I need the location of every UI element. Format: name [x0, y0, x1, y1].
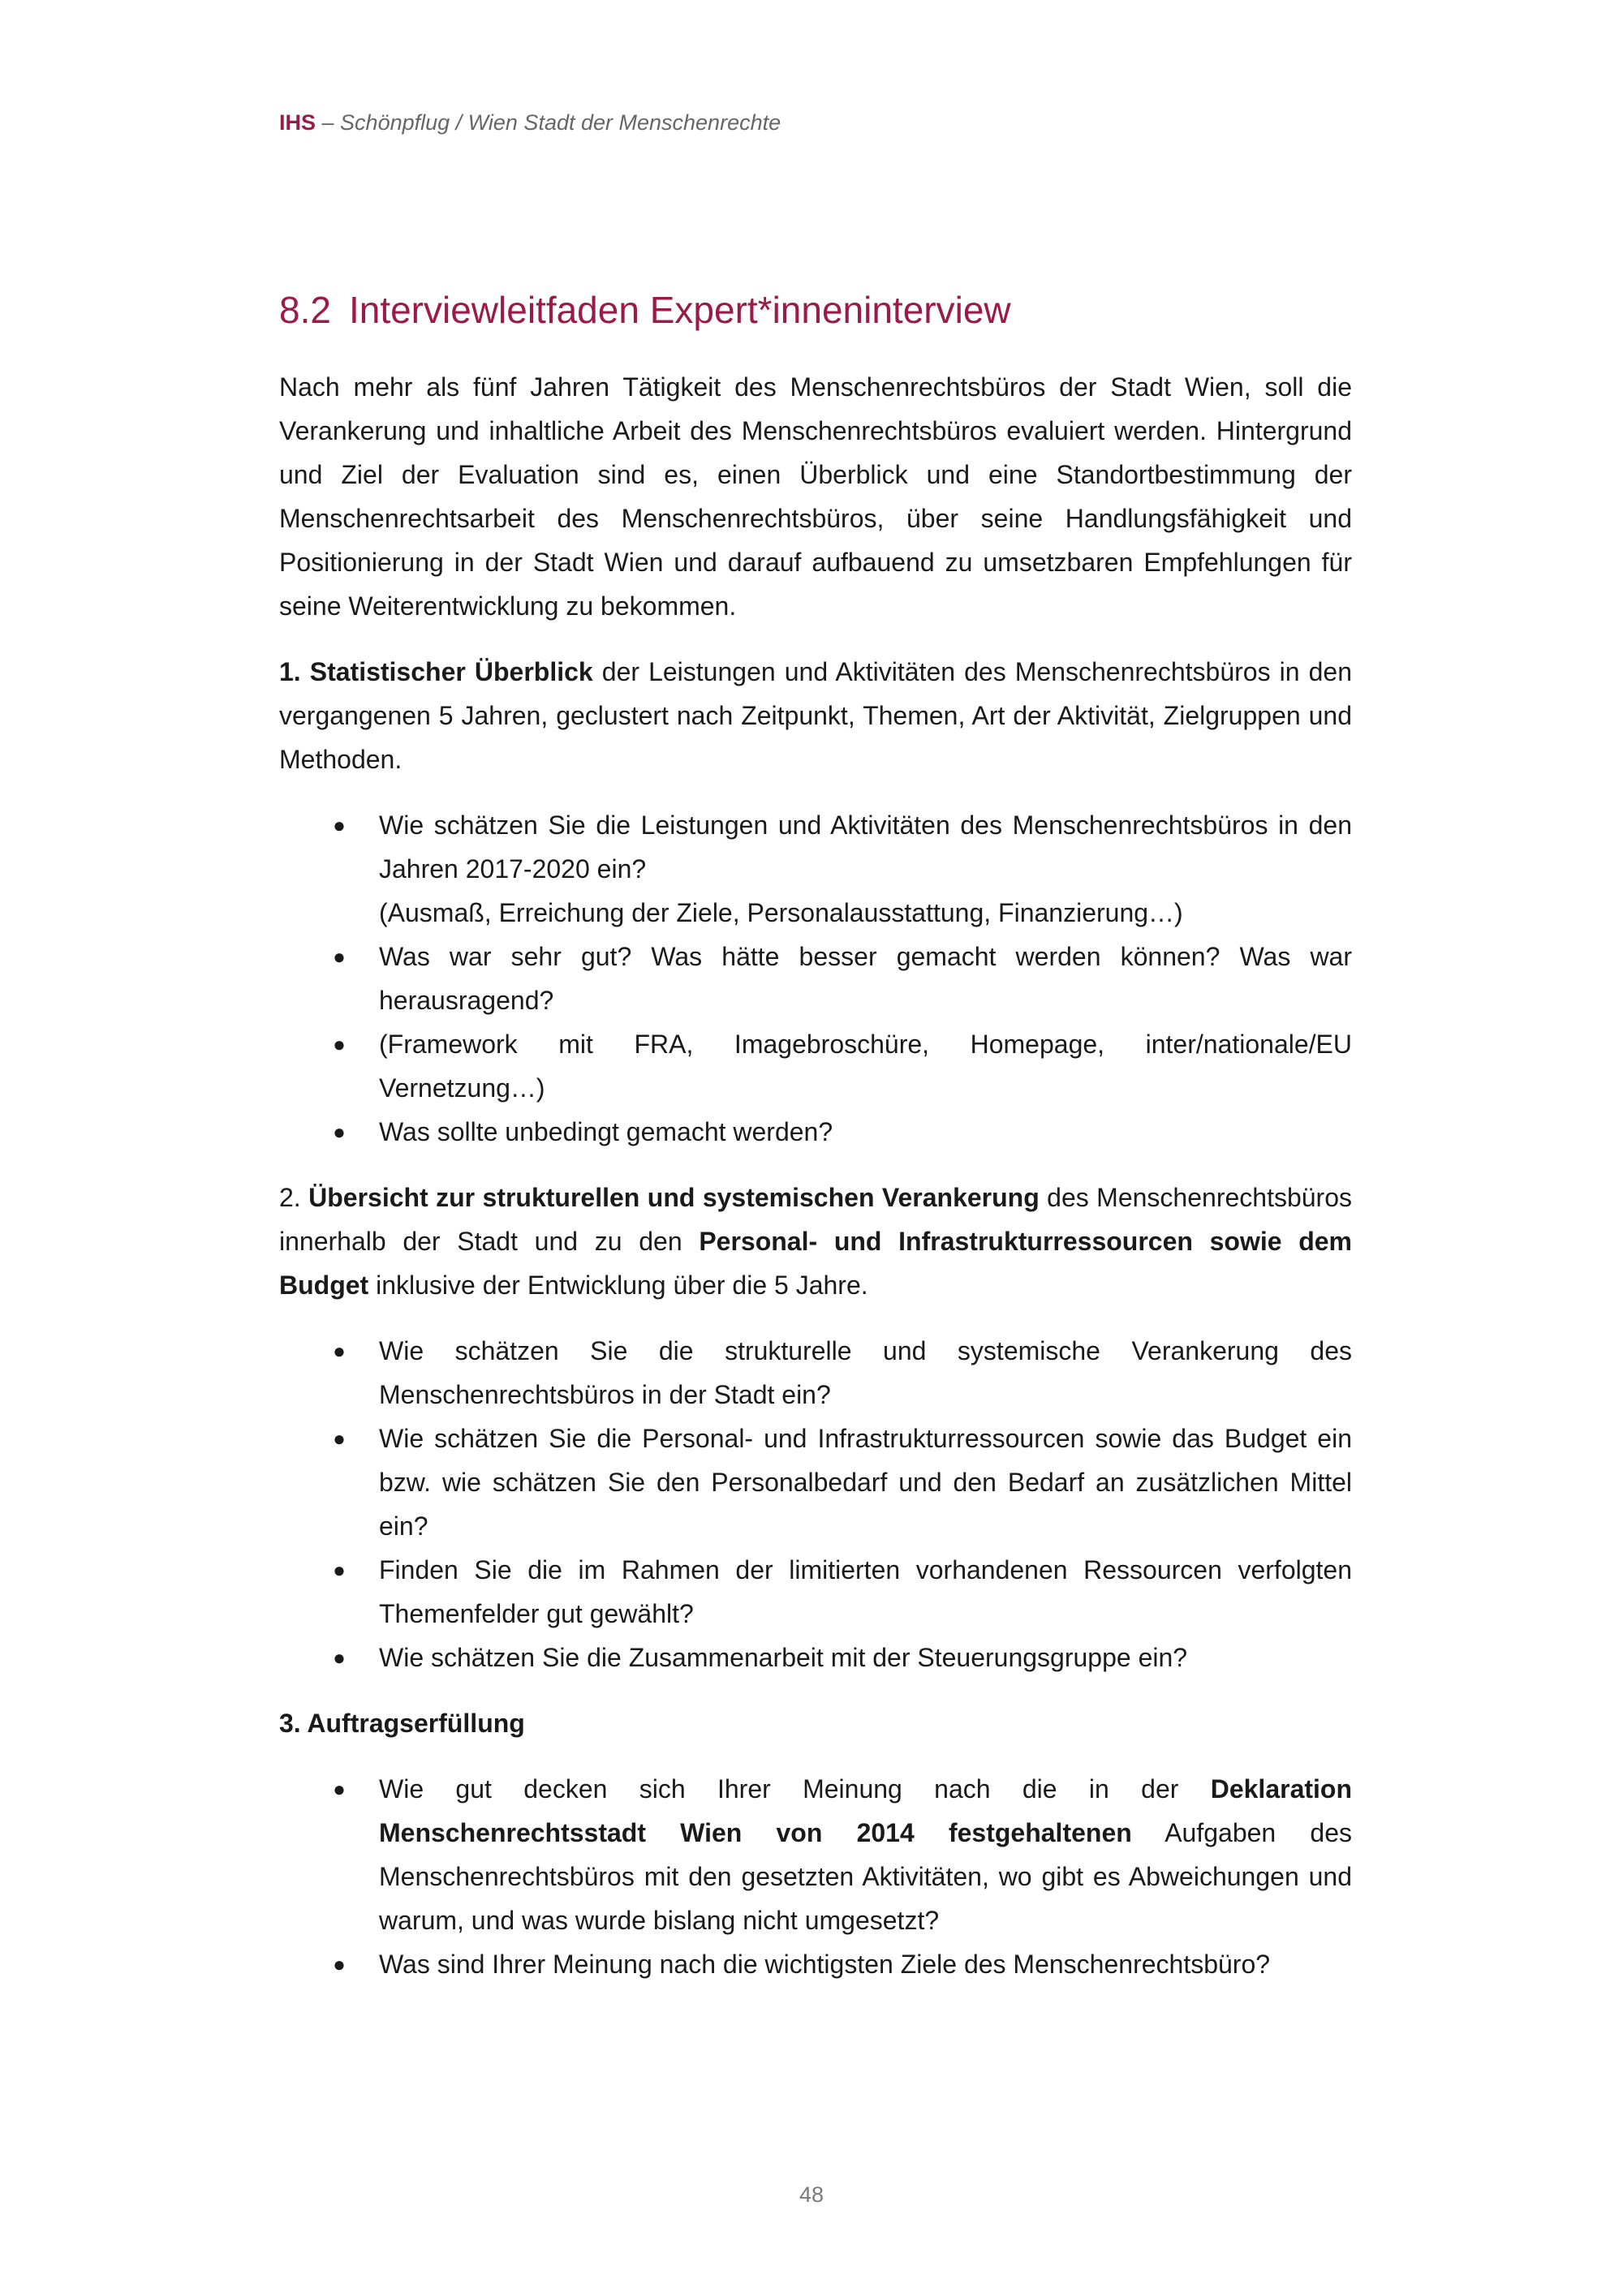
- list-item: [279, 1636, 1352, 1679]
- bullet-icon: ●: [333, 944, 346, 969]
- part2-question-list: [279, 1329, 1352, 1679]
- question-text-before: Wie gut decken sich Ihrer Meinung nach die in der: [379, 1774, 1211, 1804]
- question-text: Was war sehr gut? Was hätte besser gemacht werden können? Was war herausragend?: [379, 942, 1352, 1015]
- bullet-icon: ●: [333, 1558, 346, 1582]
- bullet-icon: ●: [333, 1120, 346, 1144]
- list-item: [279, 1767, 1352, 1942]
- bullet-icon: ●: [333, 813, 346, 837]
- part3-heading: [279, 1701, 1352, 1745]
- list-item: [279, 1942, 1352, 1986]
- bullet-icon: ●: [333, 1952, 346, 1976]
- part2-text-2: inklusive der Entwicklung über die 5 Jahre.: [368, 1271, 868, 1300]
- part2-paragraph: [279, 1176, 1352, 1307]
- list-item: [279, 1548, 1352, 1636]
- part2-number: 2.: [279, 1183, 309, 1212]
- part2-bold-2: Personal- und Infrastrukturressourcen sowie dem Budget: [279, 1227, 1353, 1300]
- running-header: [279, 110, 781, 135]
- question-text: Wie schätzen Sie die Zusammenarbeit mit der Steuerungsgruppe ein?: [379, 1643, 1188, 1672]
- question-text: Was sind Ihrer Meinung nach die wichtigsten Ziele des Menschenrechtsbüro?: [379, 1950, 1271, 1979]
- header-subtitle: Schönpflug / Wien Stadt der Menschenrechte: [340, 110, 781, 135]
- part2-text-1: des Menschenrechtsbüros innerhalb der Stadt und zu den: [279, 1183, 1353, 1256]
- question-text: Wie schätzen Sie die Personal- und Infrastrukturressourcen sowie das Budget ein bzw. wie schätzen Sie den Personalbedarf und den Bedarf an zusätzlichen Mittel ein?: [379, 1424, 1352, 1541]
- list-item: [279, 1417, 1352, 1548]
- bullet-icon: ●: [333, 1777, 346, 1801]
- bullet-icon: ●: [333, 1426, 346, 1451]
- intro-paragraph: Nach mehr als fünf Jahren Tätigkeit des Menschenrechtsbüros der Stadt Wien, soll die Verankerung und inhaltliche Arbeit des Menschenrechtsbüros evaluiert werden. Hintergrund und Ziel der Evaluation sind es, einen Überblick und eine Standortbestimmung der Menschenrechtsarbeit des Menschenrechtsbüros, über seine Handlungsfähigkeit und Positionierung in der Stadt Wien und darauf aufbauend zu umsetzbaren Empfehlungen für seine Weiterentwicklung zu bekommen.: [279, 372, 1352, 621]
- list-item: [279, 1110, 1352, 1154]
- question-text: Was sollte unbedingt gemacht werden?: [379, 1117, 833, 1146]
- section-number: 8.2: [279, 289, 331, 331]
- bullet-icon: ●: [333, 1339, 346, 1363]
- part3-question-list: [279, 1767, 1352, 1986]
- header-separator: –: [316, 110, 341, 135]
- main-content: [279, 276, 1352, 2008]
- list-item: [279, 803, 1352, 935]
- section-title: [279, 276, 1352, 344]
- part1-paragraph: [279, 650, 1352, 781]
- part2-bold-1: Übersicht zur strukturellen und systemischen Verankerung: [308, 1183, 1040, 1212]
- part3-heading-text: 3. Auftragserfüllung: [279, 1709, 525, 1738]
- question-text: (Framework mit FRA, Imagebroschüre, Homepage, inter/nationale/EU Vernetzung…): [379, 1030, 1352, 1103]
- list-item: [279, 1022, 1352, 1110]
- bullet-icon: ●: [333, 1645, 346, 1670]
- question-text: Wie schätzen Sie die strukturelle und systemische Verankerung des Menschenrechtsbüros in der Stadt ein?: [379, 1336, 1352, 1409]
- part1-question-list: [279, 803, 1352, 1154]
- header-brand: IHS: [279, 110, 316, 135]
- part1-text: der Leistungen und Aktivitäten des Menschenrechtsbüros in den vergangenen 5 Jahren, geclustert nach Zeitpunkt, Themen, Art der Aktivität, Zielgruppen und Methoden.: [279, 657, 1353, 774]
- section-title-text: Interviewleitfaden Expert*inneninterview: [348, 289, 1011, 331]
- list-item: [279, 935, 1352, 1022]
- part1-bold: 1. Statistischer Überblick: [279, 657, 593, 686]
- question-note: (Ausmaß, Erreichung der Ziele, Personalausstattung, Finanzierung…): [379, 898, 1183, 927]
- question-text-after: Aufgaben des Menschenrechtsbüros mit den gesetzten Aktivitäten, wo gibt es Abweichungen und warum, und was wurde bislang nicht umgesetzt?: [379, 1818, 1353, 1935]
- bullet-icon: ●: [333, 1032, 346, 1056]
- question-text: Finden Sie die im Rahmen der limitierten vorhandenen Ressourcen verfolgten Themenfelder gut gewählt?: [379, 1555, 1352, 1628]
- list-item: [279, 1329, 1352, 1417]
- question-text-bold: Deklaration Menschenrechtsstadt Wien von 2014 festgehaltenen: [379, 1774, 1352, 1847]
- question-text: Wie schätzen Sie die Leistungen und Aktivitäten des Menschenrechtsbüros in den Jahren 2017-2020 ein?: [379, 810, 1352, 884]
- page-number: 48: [799, 2182, 824, 2207]
